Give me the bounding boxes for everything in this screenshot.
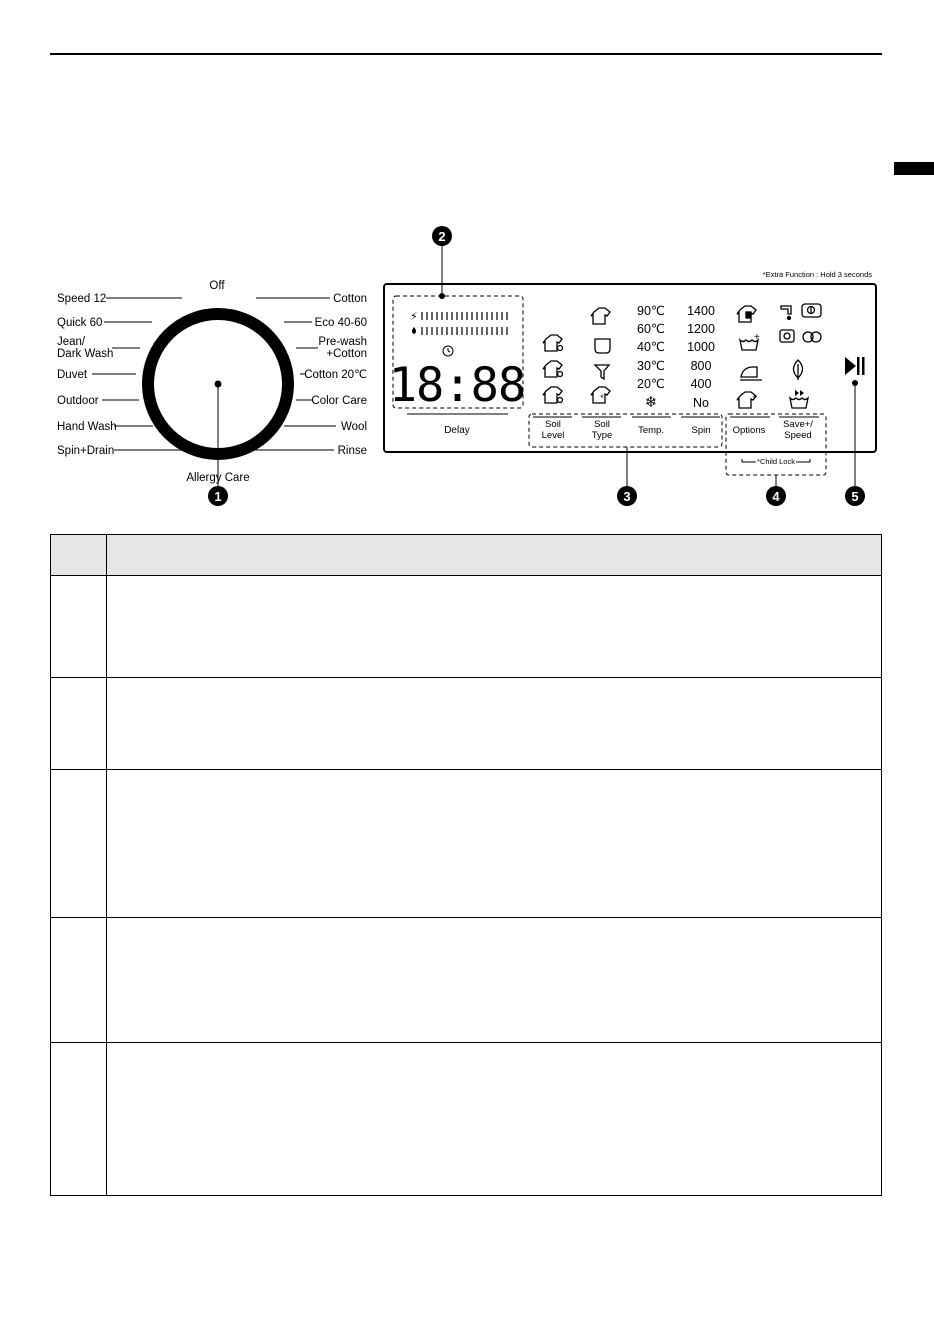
soil-level-icons: [543, 335, 563, 403]
table-row: [51, 918, 881, 1043]
program-allergy-care: Allergy Care: [186, 472, 250, 484]
svg-text:1: 1: [214, 489, 222, 504]
program-spin-drain: Spin+Drain: [57, 445, 115, 457]
svg-text:20℃: 20℃: [637, 377, 665, 391]
shirt-icon: [591, 308, 610, 324]
svg-text:Type: Type: [591, 430, 613, 441]
program-dark-wash: Dark Wash: [57, 348, 114, 360]
option-icons: [737, 304, 821, 408]
basin-icon: [790, 390, 808, 408]
svg-text:30℃: 30℃: [637, 359, 665, 373]
svg-text:⚡: ⚡: [410, 311, 418, 323]
options-button[interactable]: Options: [732, 425, 766, 436]
shirt-icon: [737, 392, 757, 408]
svg-text:+: +: [754, 332, 760, 343]
shirt-icon: [543, 361, 563, 377]
svg-text:40℃: 40℃: [637, 340, 665, 354]
svg-text:Soil: Soil: [594, 419, 610, 430]
spin-list: [687, 304, 715, 410]
svg-text:3: 3: [623, 489, 631, 504]
shirt-icon: [543, 335, 563, 351]
table-row: [51, 575, 881, 678]
callout-3: [617, 486, 637, 506]
shirt-icon: [591, 387, 610, 403]
svg-text:1400: 1400: [687, 304, 715, 318]
program-outdoor: Outdoor: [57, 395, 99, 407]
svg-text:Save+/: Save+/: [783, 419, 813, 430]
table-column-divider: [106, 535, 107, 1195]
svg-text:1000: 1000: [687, 340, 715, 354]
svg-text:800: 800: [690, 359, 712, 373]
shirt-icon: [543, 387, 563, 403]
temp-button[interactable]: Temp.: [638, 425, 664, 436]
svg-text:60℃: 60℃: [637, 322, 665, 336]
callout-4: [766, 486, 786, 506]
shirt-icon: [737, 306, 756, 322]
svg-text:4: 4: [772, 489, 780, 504]
child-lock-label: *Child Lock: [757, 457, 795, 466]
extra-function-note: *Extra Function : Hold 3 seconds: [762, 270, 872, 279]
svg-text:No: No: [693, 396, 709, 410]
program-duvet: Duvet: [57, 369, 88, 381]
energy-meter: [410, 311, 507, 323]
svg-text:Level: Level: [541, 430, 565, 441]
svg-text:5: 5: [851, 489, 859, 504]
cup-icon: [595, 339, 610, 353]
program-dial[interactable]: [57, 280, 367, 486]
save-speed-button[interactable]: [783, 419, 813, 441]
program-eco-40-60: Eco 40-60: [314, 317, 367, 329]
delay-button[interactable]: Delay: [444, 425, 470, 436]
spin-button[interactable]: Spin: [691, 425, 711, 436]
svg-text:2: 2: [438, 229, 446, 244]
basin-icon: [740, 332, 760, 350]
program-pre-wash: Pre-wash: [318, 336, 367, 348]
program-rinse: Rinse: [337, 445, 367, 457]
time-display: 18:88: [388, 358, 526, 413]
svg-text:90℃: 90℃: [637, 304, 665, 318]
program-color-care: Color Care: [311, 395, 367, 407]
callout-1: [208, 486, 228, 506]
callout-5: [845, 486, 865, 506]
clock-icon: [443, 346, 453, 356]
svg-text:1200: 1200: [687, 322, 715, 336]
program-quick-60: Quick 60: [57, 317, 103, 329]
program-plus-cotton: +Cotton: [326, 348, 367, 360]
iron-icon: [740, 367, 762, 380]
program-cotton: Cotton: [333, 293, 367, 305]
program-hand-wash: Hand Wash: [57, 421, 117, 433]
play-pause-icon[interactable]: [845, 357, 865, 486]
soil-type-icons: [591, 308, 610, 403]
soil-type-button[interactable]: [592, 419, 613, 441]
svg-text:Soil: Soil: [545, 419, 561, 430]
table-header: [51, 535, 881, 576]
description-table: [50, 534, 882, 1196]
control-panel-diagram: [0, 0, 934, 530]
svg-text:400: 400: [690, 377, 712, 391]
svg-text:Speed: Speed: [784, 430, 812, 441]
svg-text:*: *: [600, 393, 604, 403]
temperature-list: [637, 304, 665, 411]
program-wool: Wool: [341, 421, 367, 433]
table-row: [51, 770, 881, 918]
water-meter: [412, 327, 507, 335]
callout-2: [432, 226, 452, 299]
table-row: [51, 678, 881, 770]
program-cotton-20: Cotton 20℃: [304, 369, 367, 381]
program-speed-12: Speed 12: [57, 293, 107, 305]
svg-text:+: +: [752, 392, 758, 402]
soil-level-button[interactable]: [542, 419, 565, 441]
program-jean: Jean/: [57, 336, 86, 348]
leaf-icon: [794, 360, 803, 380]
tap-icon: [781, 306, 791, 320]
snowflake-icon: ❄: [644, 394, 658, 411]
funnel-icon: [595, 365, 609, 379]
dial-label-off: Off: [209, 280, 225, 292]
